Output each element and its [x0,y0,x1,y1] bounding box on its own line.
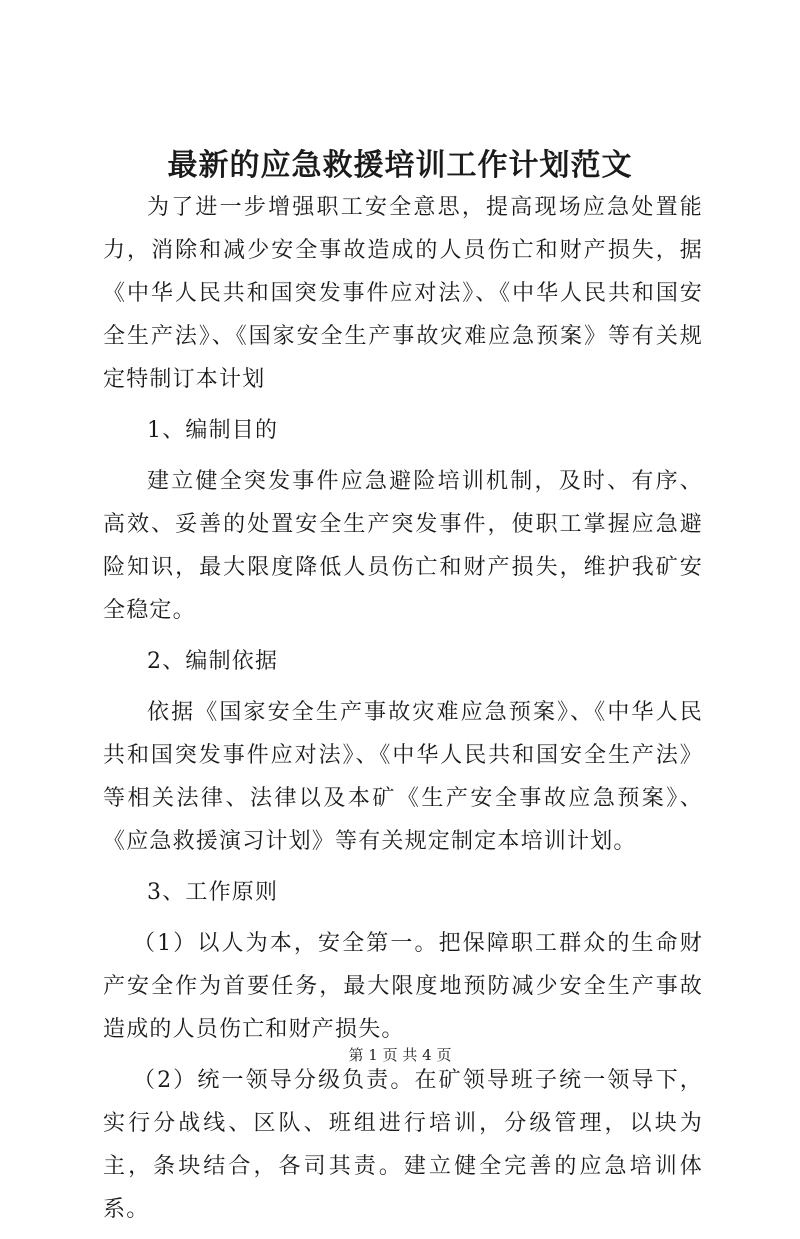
principle-2-paragraph: （2）统一领导分级负责。在矿领导班子统一领导下，实行分战线、区队、班组进行培训，分级管理，以块为主，条块结合，各司其责。建立健全完善的应急培训体系。 [103,1068,703,1222]
section-heading-principles: 3、工作原则 [147,880,279,905]
basis-paragraph: 依据《国家安全生产事故灾难应急预案》、《中华人民共和国突发事件应对法》、《中华人民共和国安全生产法》等相关法律、法律以及本矿《生产安全事故应急预案》、《应急救援演习计划》等有关规定制定本培训计划。 [103,700,703,854]
purpose-paragraph: 建立健全突发事件应急避险培训机制，及时、有序、高效、妥善的处置安全生产突发事件，使职工掌握应急避险知识，最大限度降低人员伤亡和财产损失，维护我矿安全稳定。 [103,469,703,623]
section-heading-purpose: 1、编制目的 [147,418,279,443]
page-number-footer: 第 1 页 共 4 页 [348,1046,452,1064]
document-title: 最新的应急救援培训工作计划范文 [167,148,633,183]
section-heading-basis: 2、编制依据 [147,649,279,674]
intro-paragraph: 为了进一步增强职工安全意思，提高现场应急处置能力，消除和减少安全事故造成的人员伤亡和财产损失，据《中华人民共和国突发事件应对法》、《中华人民共和国安全生产法》、《国家安全生产事故灾难应急预案》等有关规定特制订本计划 [103,195,703,392]
document-body [103,186,703,1239]
principle-1-paragraph: （1）以人为本，安全第一。把保障职工群众的生命财产安全作为首要任务，最大限度地预防减少安全生产事故造成的人员伤亡和财产损失。 [103,931,703,1042]
